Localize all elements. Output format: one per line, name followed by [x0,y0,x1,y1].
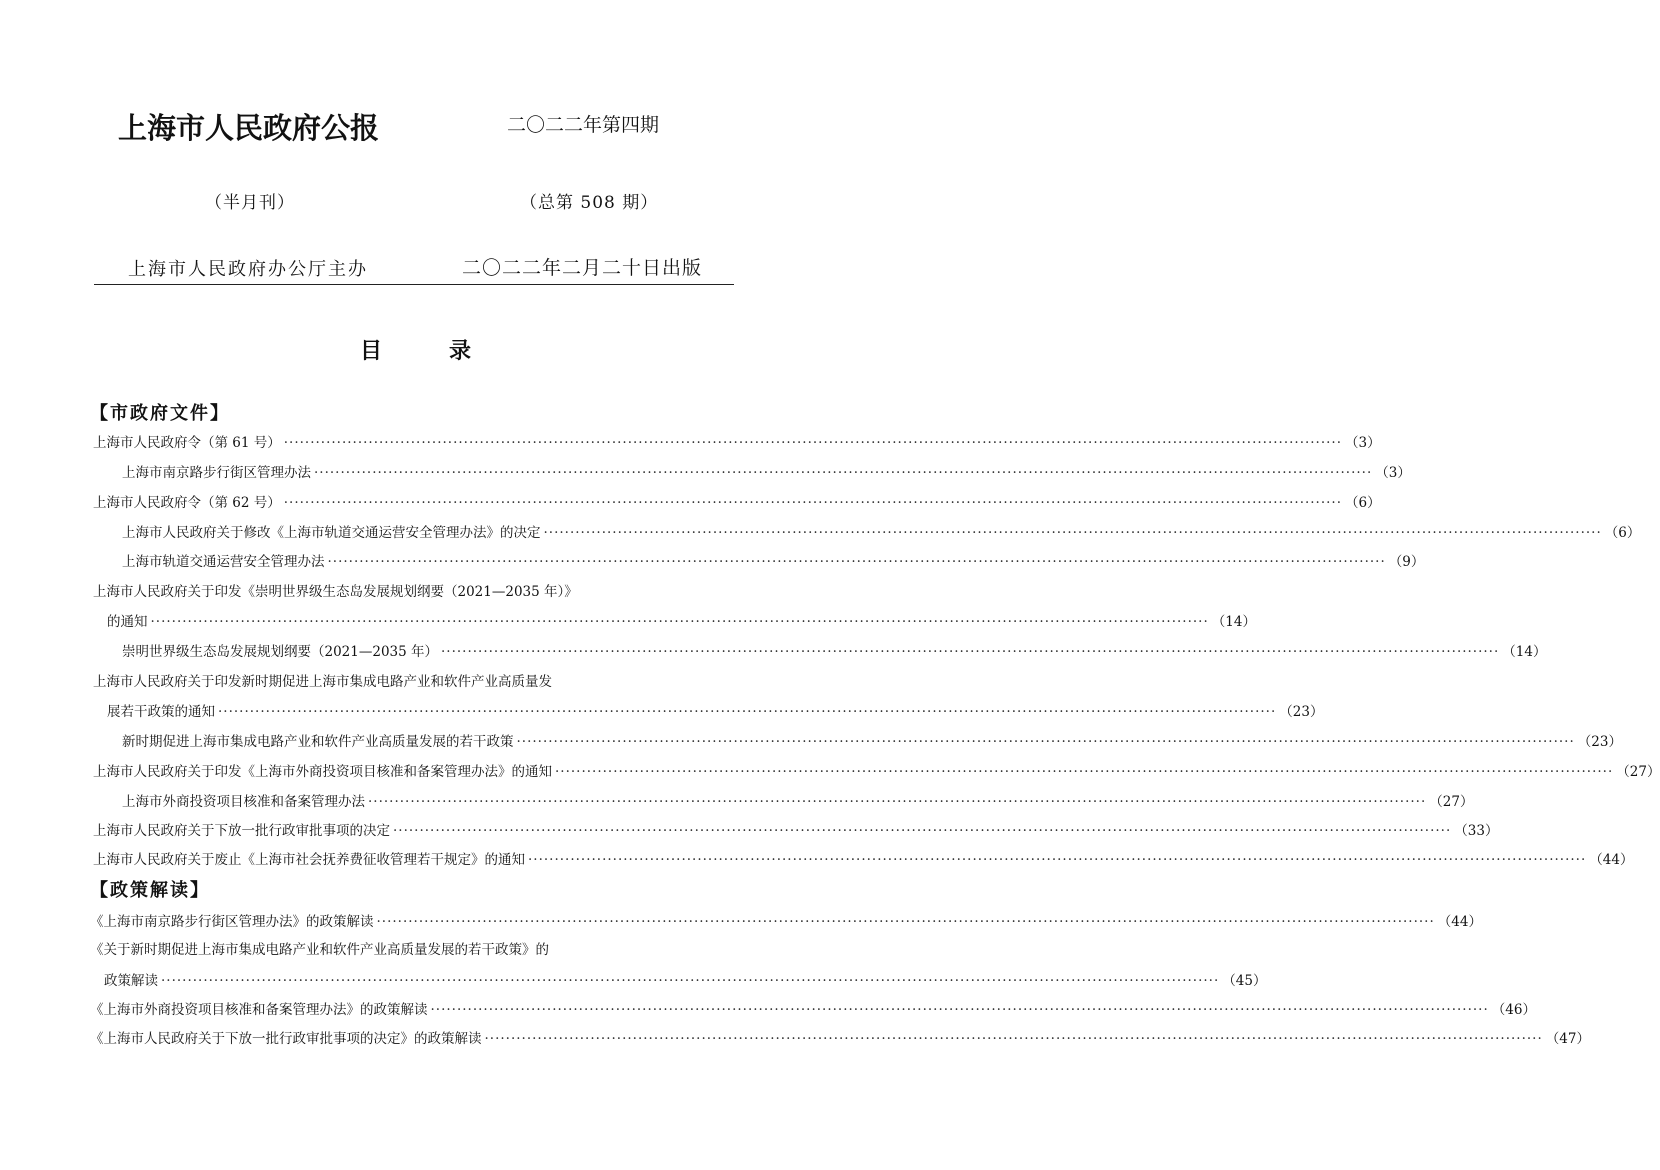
toc-entry-title: 上海市南京路步行街区管理办法 [122,465,311,481]
toc-entry-title-line1[interactable]: 上海市人民政府关于印发新时期促进上海市集成电路产业和软件产业高质量发 [93,674,552,690]
toc-entry-title: 《上海市人民政府关于下放一批行政审批事项的决定》的政策解读 [90,1031,482,1047]
leader-dots: ········································································································································································································ [555,764,1614,780]
toc-entry-page: （23） [1279,704,1324,720]
toc-entry[interactable] [0,819,1499,843]
toc-entry[interactable] [0,521,1641,545]
toc-entry-title: 上海市人民政府令（第 61 号） [93,435,281,451]
leader-dots: ········································································································································································································ [484,1031,1543,1047]
toc-entry[interactable] [0,700,1324,724]
toc-entry-page: （9） [1388,554,1425,570]
toc-entry-title: 上海市人民政府关于废止《上海市社会抚养费征收管理若干规定》的通知 [93,852,525,868]
leader-dots: ········································································································································································································ [218,704,1277,720]
section-municipal-documents: 【市政府文件】 [90,403,230,424]
gazette-title: 上海市人民政府公报 [118,111,380,145]
publication-date: 二〇二二年二月二十日出版 [462,257,703,279]
toc-entry-page: （44） [1589,852,1634,868]
leader-dots: ········································································································································································································ [150,614,1209,630]
toc-entry-title: 上海市人民政府令（第 62 号） [93,495,281,511]
toc-heading-right: 录 [449,338,472,364]
toc-entry-page: （14） [1211,614,1256,630]
toc-entry-title: 展若干政策的通知 [107,704,215,720]
toc-entry-page: （27） [1616,764,1660,780]
toc-entry-title: 上海市轨道交通运营安全管理办法 [122,554,325,570]
toc-entry-page: （46） [1491,1002,1536,1018]
section-policy-interpretation: 【政策解读】 [90,880,210,901]
leader-dots: ········································································································································································································ [327,554,1386,570]
toc-entry[interactable] [0,1027,1590,1051]
toc-heading-left: 目 [360,338,383,364]
toc-entry-page: （33） [1454,823,1499,839]
toc-entry-page: （47） [1545,1031,1590,1047]
toc-entry-page: （3） [1345,435,1381,451]
leader-dots: ········································································································································································································ [441,644,1500,660]
toc-entry-title: 新时期促进上海市集成电路产业和软件产业高质量发展的若干政策 [122,734,514,750]
toc-entry-title: 崇明世界级生态岛发展规划纲要（2021—2035 年） [122,644,439,660]
toc-entry-page: （6） [1604,525,1641,541]
toc-entry-title-line1[interactable]: 上海市人民政府关于印发《崇明世界级生态岛发展规划纲要（2021—2035 年）》 [93,584,578,600]
publisher-label: 上海市人民政府办公厅主办 [128,259,368,280]
toc-entry-title: 《上海市南京路步行街区管理办法》的政策解读 [90,914,374,930]
toc-entry-page: （23） [1577,734,1622,750]
toc-entry-title: 的通知 [107,614,148,630]
toc-entry-page: （27） [1429,794,1474,810]
toc-entry[interactable] [0,491,1381,515]
toc-entry[interactable] [0,461,1411,485]
toc-entry[interactable] [0,790,1474,814]
leader-dots: ········································································································································································································ [543,525,1602,541]
toc-entry-title: 上海市人民政府关于修改《上海市轨道交通运营安全管理办法》的决定 [122,525,541,541]
leader-dots: ········································································································································································································ [376,914,1435,930]
toc-entry[interactable] [0,910,1482,934]
toc-entry-title: 上海市外商投资项目核准和备案管理办法 [122,794,365,810]
leader-dots: ········································································································································································································ [368,794,1427,810]
leader-dots: ········································································································································································································ [528,852,1587,868]
leader-dots: ········································································································································································································ [516,734,1575,750]
leader-dots: ········································································································································································································ [393,823,1452,839]
leader-dots: ········································································································································································································ [430,1002,1489,1018]
toc-entry[interactable] [0,730,1622,754]
toc-entry-page: （6） [1345,495,1381,511]
issue-label: 二〇二二年第四期 [507,114,660,136]
toc-entry-page: （3） [1375,465,1411,481]
toc-entry[interactable] [0,848,1634,872]
toc-entry[interactable] [0,610,1256,634]
toc-entry[interactable] [0,998,1536,1022]
toc-entry[interactable] [0,760,1660,784]
header-divider [94,284,734,285]
leader-dots: ········································································································································································································ [314,465,1373,481]
toc-entry[interactable] [0,550,1425,574]
toc-entry-title: 政策解读 [104,973,158,989]
toc-entry-title-line1[interactable]: 《关于新时期促进上海市集成电路产业和软件产业高质量发展的若干政策》的 [90,942,549,958]
leader-dots: ········································································································································································································ [161,973,1220,989]
leader-dots: ········································································································································································································ [283,495,1343,511]
toc-entry[interactable] [0,969,1267,993]
toc-entry-title: 《上海市外商投资项目核准和备案管理办法》的政策解读 [90,1002,428,1018]
toc-entry[interactable] [0,431,1381,455]
frequency-label: （半月刊） [205,193,295,213]
toc-entry-title: 上海市人民政府关于印发《上海市外商投资项目核准和备案管理办法》的通知 [93,764,552,780]
toc-entry[interactable] [0,640,1547,664]
toc-entry-page: （45） [1222,973,1267,989]
toc-entry-title: 上海市人民政府关于下放一批行政审批事项的决定 [93,823,390,839]
total-issue-label: （总第 508 期） [520,193,659,213]
toc-entry-page: （14） [1502,644,1547,660]
toc-entry-page: （44） [1437,914,1482,930]
leader-dots: ········································································································································································································ [283,435,1343,451]
